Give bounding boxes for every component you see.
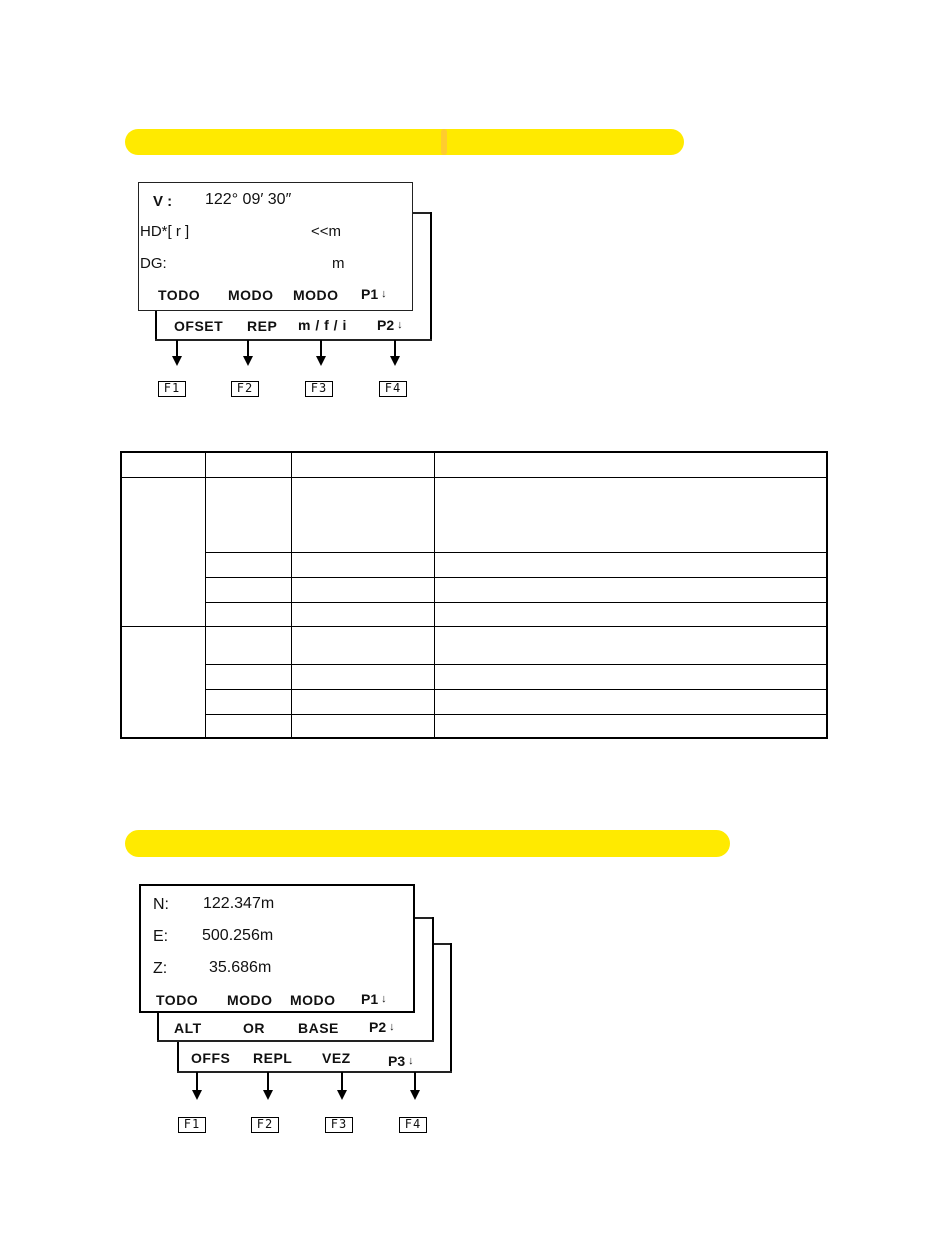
screen2-display [139,884,415,1013]
screen1-page1-indicator[interactable] [361,286,387,302]
screen2-z-label: Z: [153,960,168,977]
table-cell [205,626,291,664]
screen1-f2-key[interactable]: F2 [231,381,259,397]
page3-right-edge [450,943,452,1072]
screen1-key-rep[interactable]: REP [247,318,278,334]
table-cell [205,452,291,477]
screen1-v-label: V : [153,193,173,210]
page2-bottom-edge [157,1040,434,1042]
table-cell [291,552,434,577]
table-cell [434,602,827,626]
screen2-page1-indicator[interactable] [361,991,387,1007]
table-cell [205,602,291,626]
table-cell [434,552,827,577]
screen2-page3-indicator[interactable] [388,1053,414,1069]
table-row [121,664,827,689]
page2-left-edge [157,1012,159,1041]
f3-arrow-head [316,356,326,366]
page3-label: P3 [388,1053,406,1069]
screen2-n-label: N: [153,896,169,913]
f2-arrow-shaft [267,1072,269,1092]
screen1-key-ofset[interactable]: OFSET [174,318,224,334]
table-cell [434,452,827,477]
table-row [121,477,827,552]
page1-label: P1 [361,286,379,302]
screen2-key-base[interactable]: BASE [298,1020,339,1036]
page2-label: P2 [377,317,395,333]
table-cell [434,577,827,602]
page2-left-edge [155,310,157,340]
table-cell [205,577,291,602]
table-cell [121,452,205,477]
f4-arrow-shaft [414,1072,416,1092]
screen2-key-todo[interactable]: TODO [156,992,199,1008]
screen2-page2-indicator[interactable] [369,1019,395,1035]
f2-arrow-head [263,1090,273,1100]
screen2-key-offs[interactable]: OFFS [191,1050,231,1066]
page1-label: P1 [361,991,379,1007]
screen2-e-value: 500.256m [202,927,274,944]
page3-top-edge [432,943,451,945]
screen2-key-repl[interactable]: REPL [253,1050,293,1066]
f3-arrow-shaft [341,1072,343,1092]
table-cell [291,577,434,602]
page2-label: P2 [369,1019,387,1035]
f4-arrow-head [410,1090,420,1100]
table-cell [121,477,205,626]
screen1-v-value: 122° 09′ 30″ [205,191,292,208]
screen2-key-modo-1[interactable]: MODO [227,992,273,1008]
down-arrow-icon: ↓ [397,319,403,331]
table-row [121,714,827,738]
page2-right-edge [432,917,434,1041]
screen2-f4-key[interactable]: F4 [399,1117,427,1133]
table-cell [434,664,827,689]
table-row [121,602,827,626]
f1-arrow-head [172,356,182,366]
f4-arrow-head [390,356,400,366]
table-cell [291,602,434,626]
table-header-row [121,452,827,477]
table-cell [205,664,291,689]
screen2-f3-key[interactable]: F3 [325,1117,353,1133]
page2-top-edge [414,917,433,919]
screen1-f3-key[interactable]: F3 [305,381,333,397]
table-row [121,577,827,602]
f2-arrow-head [243,356,253,366]
screen1-key-modo-2[interactable]: MODO [293,287,339,303]
screen2-n-value: 122.347m [203,895,275,912]
page3-bottom-edge [177,1071,452,1073]
screen2-z-value: 35.686m [209,959,272,976]
f1-arrow-shaft [196,1072,198,1092]
down-arrow-icon: ↓ [381,288,387,300]
screen2-f1-key[interactable]: F1 [178,1117,206,1133]
table-cell [434,689,827,714]
screen1-dg-value: m [332,255,345,272]
table-cell [205,689,291,714]
screen2-e-label: E: [153,928,169,945]
table-row [121,689,827,714]
table-cell [291,452,434,477]
screen1-hd-label: HD*[ r ] [140,223,190,240]
screen2-key-modo-2[interactable]: MODO [290,992,336,1008]
screen1-key-modo-1[interactable]: MODO [228,287,274,303]
table-cell [291,714,434,738]
down-arrow-icon: ↓ [389,1021,395,1033]
table-cell [205,477,291,552]
table-cell [434,477,827,552]
section1-title-band [125,129,684,155]
table-cell [434,714,827,738]
screen1-key-mfi[interactable]: m / f / i [298,317,347,333]
table-cell [291,477,434,552]
page2-top-edge [412,212,431,214]
screen2-key-vez[interactable]: VEZ [322,1050,351,1066]
f1-arrow-head [192,1090,202,1100]
screen1-key-todo[interactable]: TODO [158,287,201,303]
page2-right-edge [430,212,432,340]
screen1-f1-key[interactable]: F1 [158,381,186,397]
screen1-f4-key[interactable]: F4 [379,381,407,397]
screen1-page2-indicator[interactable] [377,317,403,333]
down-arrow-icon: ↓ [381,993,387,1005]
table-cell [291,689,434,714]
table-cell [434,626,827,664]
section2-title-band [125,830,730,857]
screen2-key-or[interactable]: OR [243,1020,265,1036]
function-table [120,451,828,739]
page2-bottom-edge [155,339,432,341]
screen1-hd-value: <<m [311,223,342,240]
page3-left-edge [177,1040,179,1072]
down-arrow-icon: ↓ [408,1055,414,1067]
table-cell [205,714,291,738]
screen2-f2-key[interactable]: F2 [251,1117,279,1133]
screen1-dg-label: DG: [140,255,167,272]
table-cell [205,552,291,577]
screen2-key-alt[interactable]: ALT [174,1020,202,1036]
screen1-display [138,182,413,311]
table-cell [121,626,205,738]
table-row [121,626,827,664]
table-cell [291,626,434,664]
band-seam [441,129,447,155]
table-row [121,552,827,577]
f3-arrow-head [337,1090,347,1100]
table-cell [291,664,434,689]
